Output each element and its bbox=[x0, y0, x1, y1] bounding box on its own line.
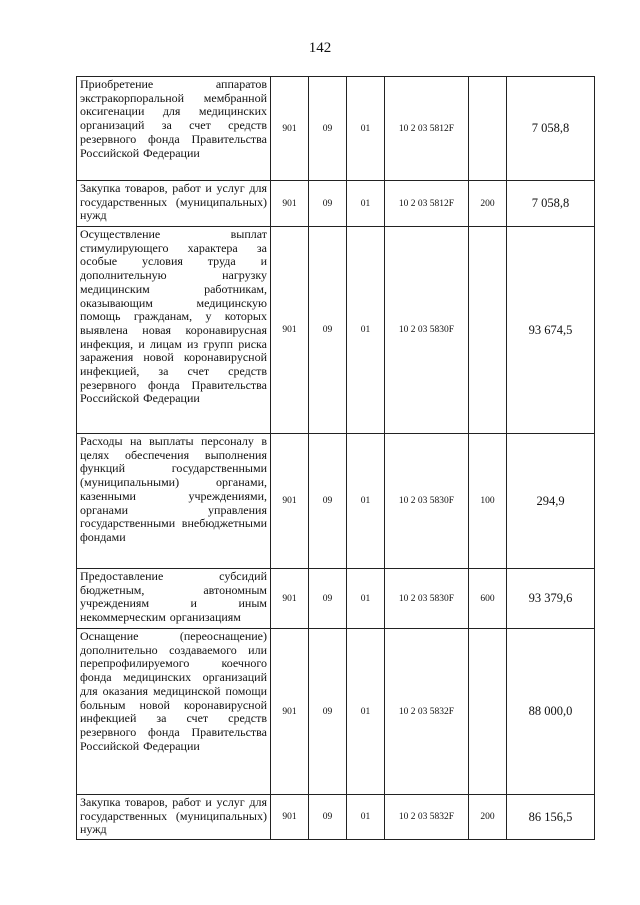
ministry-code: 901 bbox=[271, 227, 309, 434]
table-row bbox=[77, 629, 595, 795]
expense-name: Закупка товаров, работ и услуг для государственных (муниципальных) нужд bbox=[77, 795, 271, 840]
expense-type-code: 200 bbox=[469, 795, 507, 840]
section-code: 09 bbox=[309, 629, 347, 795]
ministry-code: 901 bbox=[271, 795, 309, 840]
expense-type-code bbox=[469, 629, 507, 795]
section-code: 09 bbox=[309, 434, 347, 569]
subsection-code: 01 bbox=[347, 77, 385, 181]
amount: 7 058,8 bbox=[507, 181, 595, 227]
subsection-code: 01 bbox=[347, 181, 385, 227]
expense-name: Расходы на выплаты персоналу в целях обеспечения выполнения функций государственными (муниципальными) органами, казенными учреждениями, органами управления государственными внебюджетными фондами bbox=[77, 434, 271, 569]
expense-name: Осуществление выплат стимулирующего характера за особые условия труда и дополнительную нагрузку медицинским работникам, оказывающим медицинскую помощь гражданам, у которых выявлена новая коронавирусная инфекция, и лицам из групп риска заражения новой коронавирусной инфекцией, за счет средств резервного фонда Правительства Российской Федерации bbox=[77, 227, 271, 434]
amount: 294,9 bbox=[507, 434, 595, 569]
ministry-code: 901 bbox=[271, 434, 309, 569]
section-code: 09 bbox=[309, 569, 347, 629]
target-article-code: 10 2 03 5830F bbox=[385, 227, 469, 434]
section-code: 09 bbox=[309, 227, 347, 434]
section-code: 09 bbox=[309, 181, 347, 227]
table-row bbox=[77, 569, 595, 629]
subsection-code: 01 bbox=[347, 629, 385, 795]
target-article-code: 10 2 03 5830F bbox=[385, 434, 469, 569]
target-article-code: 10 2 03 5812F bbox=[385, 77, 469, 181]
page-number: 142 bbox=[308, 40, 332, 56]
table-row bbox=[77, 795, 595, 840]
ministry-code: 901 bbox=[271, 181, 309, 227]
budget-table bbox=[76, 76, 595, 840]
target-article-code: 10 2 03 5832F bbox=[385, 795, 469, 840]
section-code: 09 bbox=[309, 795, 347, 840]
amount: 93 379,6 bbox=[507, 569, 595, 629]
subsection-code: 01 bbox=[347, 434, 385, 569]
amount: 7 058,8 bbox=[507, 77, 595, 181]
expense-type-code: 100 bbox=[469, 434, 507, 569]
expense-type-code bbox=[469, 227, 507, 434]
ministry-code: 901 bbox=[271, 77, 309, 181]
ministry-code: 901 bbox=[271, 629, 309, 795]
expense-name: Закупка товаров, работ и услуг для государственных (муниципальных) нужд bbox=[77, 181, 271, 227]
table-row bbox=[77, 181, 595, 227]
amount: 93 674,5 bbox=[507, 227, 595, 434]
expense-name: Приобретение аппаратов экстракорпоральной мембранной оксигенации для медицинских организаций за счет средств резервного фонда Правительства Российской Федерации bbox=[77, 77, 271, 181]
table-row bbox=[77, 77, 595, 181]
subsection-code: 01 bbox=[347, 227, 385, 434]
expense-type-code: 600 bbox=[469, 569, 507, 629]
section-code: 09 bbox=[309, 77, 347, 181]
subsection-code: 01 bbox=[347, 795, 385, 840]
amount: 86 156,5 bbox=[507, 795, 595, 840]
target-article-code: 10 2 03 5812F bbox=[385, 181, 469, 227]
target-article-code: 10 2 03 5830F bbox=[385, 569, 469, 629]
table-row bbox=[77, 434, 595, 569]
expense-name: Оснащение (переоснащение) дополнительно создаваемого или перепрофилируемого коечного фонда медицинских организаций для оказания медицинской помощи больным новой коронавирусной инфекцией за счет средств резервного фонда Правительства Российской Федерации bbox=[77, 629, 271, 795]
amount: 88 000,0 bbox=[507, 629, 595, 795]
table-row bbox=[77, 227, 595, 434]
ministry-code: 901 bbox=[271, 569, 309, 629]
expense-name: Предоставление субсидий бюджетным, автономным учреждениям и иным некоммерческим организациям bbox=[77, 569, 271, 629]
target-article-code: 10 2 03 5832F bbox=[385, 629, 469, 795]
expense-type-code: 200 bbox=[469, 181, 507, 227]
expense-type-code bbox=[469, 77, 507, 181]
subsection-code: 01 bbox=[347, 569, 385, 629]
